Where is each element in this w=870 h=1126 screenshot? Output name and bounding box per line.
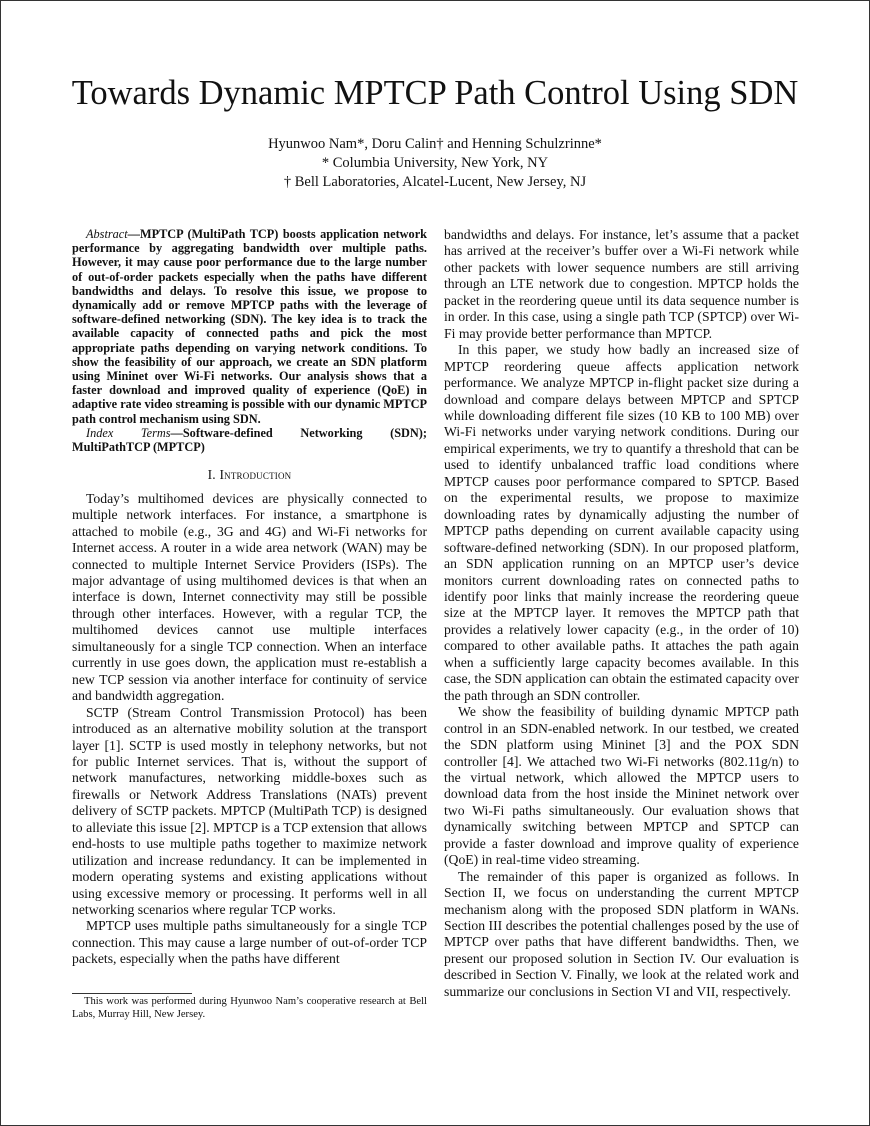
footnote	[72, 995, 427, 1021]
affiliation-bell-labs: † Bell Laboratories, Alcatel-Lucent, New Jersey, NJ	[283, 174, 587, 190]
index-terms-text: —Software-defined Networking (SDN); MultiPathTCP (MPTCP)	[72, 425, 427, 455]
author-block	[0, 135, 870, 192]
section-heading-introduction	[72, 467, 427, 483]
abstract-text: —MPTCP (MultiPath TCP) boosts application network performance by aggregating bandwidth over multiple paths. However, it may cause poor performance due to the large number of out-of-order packets especially when the paths have different bandwidths and delays. To resolve this issue, we propose to dynamically add or remove MPTCP paths with the leverage of software-defined networking (SDN). The key idea is to track the available capacity of connected paths and pick the most appropriate paths depending on varying network conditions. To show the feasibility of our approach, we create an SDN platform using Mininet over Wi-Fi networks. Our analysis shows that a faster download and improved quality of experience (QoE) in adaptive rate video streaming is possible with our dynamic MPTCP path control mechanism using SDN.	[72, 227, 427, 426]
abstract-paragraph	[72, 227, 427, 426]
footnote-rule	[72, 993, 192, 994]
index-terms-paragraph	[72, 426, 427, 454]
section-title: Introduction	[219, 467, 292, 483]
right-column	[444, 227, 799, 1000]
affiliation-columbia: * Columbia University, New York, NY	[321, 155, 549, 171]
intro-paragraph-3: MPTCP uses multiple paths simultaneously for a single TCP connection. This may cause a large number of out-of-order TCP packets, especially when the paths have different	[72, 918, 427, 967]
abstract-label: Abstract	[86, 227, 128, 241]
intro-paragraph-2: SCTP (Stream Control Transmission Protocol) has been introduced as an alternative mobility solution at the transport layer [1]. SCTP is used mostly in telephony networks, but not for public Internet services. That is, without the support of network manufactures, networking middle-boxes such as firewalls or Network Address Translations (NATs) prevent delivery of SCTP packets. MPTCP (MultiPath TCP) is designed to alleviate this issue [2]. MPTCP is a TCP extension that allows end-hosts to use multiple paths together to maximize network utilization and increase redundancy. It can be implemented in modern operating systems and existing applications without using excessive memory or processing. It performs well in all networking scenarios where regular TCP works.	[72, 704, 427, 918]
paper-title: Towards Dynamic MPTCP Path Control Using SDN	[71, 74, 799, 112]
intro-paragraph-4: In this paper, we study how badly an increased size of MPTCP reordering queue affects application network performance. We analyze MPTCP in-flight packet size during a download and compare delays between MPTCP and SPTCP while downloading different file sizes (10 KB to 100 MB) over Wi-Fi networks under varying network conditions. During our empirical experiments, we try to quantify a threshold that can be used to identify unbalanced traffic load conditions where MPTCP causes poor performance compared to SPTCP. Based on the experimental results, we propose to maximize downloading rates by dynamically adjusting the number of MPTCP paths depending on current available capacity using software-defined networking (SDN). In our proposed platform, an SDN application running on an MPTCP user’s device monitors current downloading rates on connected paths to identify poor links that mainly increase the reordering queue size at the MPTCP layer. It removes the MPTCP path that provides a relatively lower capacity (e.g., in the order of 10) compared to other available paths. It attaches the path again when a sufficiently large capacity becomes available. In this case, the SDN application can obtain the estimated capacity over the path through an SDN controller.	[444, 342, 799, 703]
author-names: Hyunwoo Nam*, Doru Calin† and Henning Schulzrinne*	[268, 136, 602, 152]
left-column	[72, 227, 427, 968]
intro-paragraph-5: We show the feasibility of building dynamic MPTCP path control in an SDN-enabled network. In our testbed, we created the SDN platform using Mininet [3] and the POX SDN controller [4]. We attached two Wi-Fi networks (802.11g/n) to the virtual network, which allowed the MPTCP users to download data from the host inside the Mininet network over two Wi-Fi paths simultaneously. Our evaluation shows that dynamically switching between MPTCP and SPTCP can provide a faster download and improve quality of experience (QoE) in real-time video streaming.	[444, 704, 799, 868]
section-number: I.	[207, 467, 216, 483]
abstract	[72, 227, 427, 454]
intro-paragraph-1: Today’s multihomed devices are physically connected to multiple network interfaces. For instance, a smartphone is attached to mobile (e.g., 3G and 4G) and Wi-Fi networks for Internet access. A router in a wide area network (WAN) may be connected to multiple Internet Service Providers (ISPs). The major advantage of using multihomed devices is that when an interface is down, Internet connectivity may still be possible through other interfaces. However, with a regular TCP, the multihomed devices cannot use multiple interfaces simultaneously for a single TCP connection. When an interface currently in use goes down, the application must re-establish a new TCP session via another interface for continuity of service and bandwidth aggregation.	[72, 490, 427, 704]
intro-paragraph-3-continued: bandwidths and delays. For instance, let’s assume that a packet has arrived at the receiver’s buffer over a Wi-Fi network while other packets with lower sequence numbers are still arriving through an LTE network due to congestion. MPTCP holds the packet in the reordering queue until its data sequence number is in order. In this case, using a single path TCP (SPTCP) over Wi-Fi may provide better performance than MPTCP.	[444, 227, 799, 341]
intro-paragraph-6: The remainder of this paper is organized as follows. In Section II, we focus on understanding the current MPTCP mechanism along with the proposed SDN platform in WANs. Section III describes the potential challenges posed by the use of MPTCP over paths that have different bandwidths. Then, we present our proposed solution in Section IV. Our evaluation is described in Section V. Finally, we look at the related work and summarize our conclusions in Section VI and VII, respectively.	[444, 868, 799, 999]
index-terms-label: Index Terms	[86, 425, 171, 440]
footnote-text: This work was performed during Hyunwoo Nam’s cooperative research at Bell Labs, Murray Hill, New Jersey.	[72, 996, 427, 1021]
